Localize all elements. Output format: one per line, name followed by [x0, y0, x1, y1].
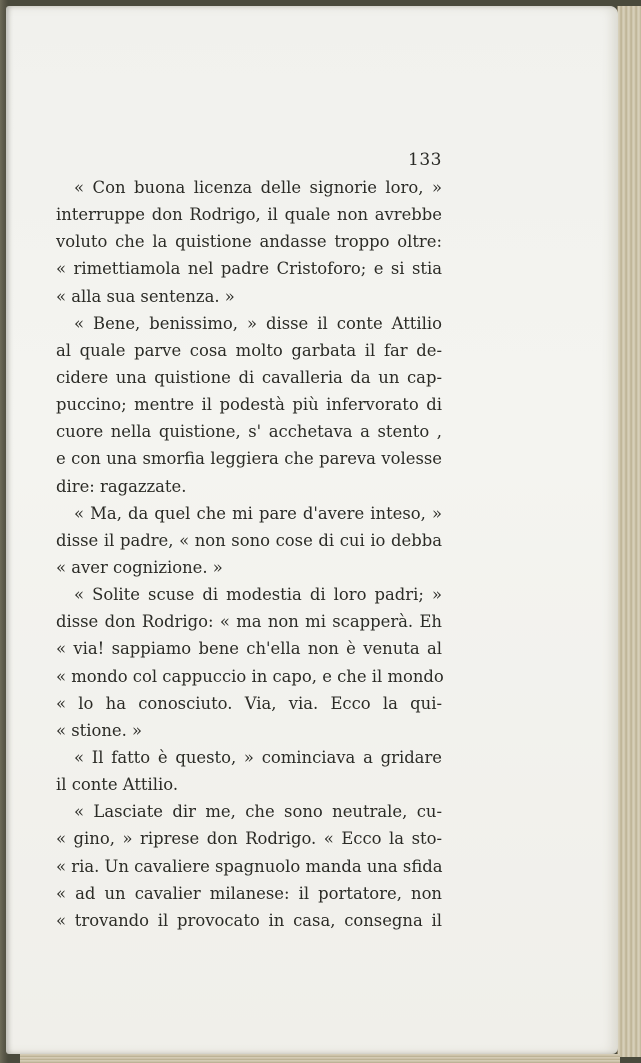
text-line: « ad un cavalier milanese: il portatore, non: [56, 883, 442, 903]
text-line: disse don Rodrigo: « ma non mi scapperà. Eh: [56, 612, 442, 632]
text-line: « Con buona licenza delle signorie loro, »: [74, 178, 442, 197]
text-line: « gino, » riprese don Rodrigo. « Ecco la sto-: [56, 829, 442, 849]
text-line: « trovando il provocato in casa, consegna il: [56, 910, 442, 930]
text-line: « lo ha conosciuto. Via, via. Ecco la qui-: [56, 693, 442, 713]
text-line: « Ma, da quel che mi pare d'avere inteso, »: [74, 503, 442, 523]
text-line: « ria. Un cavaliere spagnuolo manda una sfida: [56, 856, 443, 876]
text-line: « Solite scuse di modestia di loro padri; »: [74, 585, 442, 605]
text-line: « Bene, benissimo, » disse il conte Attilio: [74, 313, 442, 333]
text-line: « stione. »: [56, 720, 143, 740]
text-line: voluto che la quistione andasse troppo oltre:: [56, 232, 442, 252]
text-line: « aver cognizione. »: [56, 557, 223, 577]
text-line: cuore nella quistione, s' acchetava a stento ,: [56, 422, 442, 442]
page-text-block: [56, 146, 442, 934]
page-stack-edge: [617, 6, 641, 1057]
text-line: « Il fatto è questo, » cominciava a gridare: [74, 747, 442, 767]
text-line: « via! sappiamo bene ch'ella non è venuta al: [56, 639, 442, 659]
text-lines: [56, 174, 442, 934]
text-line: il conte Attilio.: [56, 775, 179, 795]
text-line: « alla sua sentenza. »: [56, 286, 235, 306]
text-line: cidere una quistione di cavalleria da un cap-: [56, 367, 442, 387]
text-line: interruppe don Rodrigo, il quale non avrebbe: [56, 205, 442, 225]
page-bottom-edge: [20, 1054, 620, 1063]
page-number: 133: [408, 150, 442, 170]
text-line: « Lasciate dir me, che sono neutrale, cu-: [74, 802, 442, 822]
text-line: al quale parve cosa molto garbata il far de-: [56, 340, 442, 360]
text-line: dire: ragazzate.: [56, 476, 187, 496]
text-line: « rimettiamola nel padre Cristoforo; e si stia: [56, 259, 442, 279]
text-line: puccino; mentre il podestà più infervorato di: [56, 395, 442, 415]
text-line: « mondo col cappuccio in capo, e che il mondo: [56, 666, 444, 686]
text-line: e con una smorfia leggiera che pareva volesse: [56, 449, 442, 469]
text-line: disse il padre, « non sono cose di cui io debba: [56, 530, 442, 550]
